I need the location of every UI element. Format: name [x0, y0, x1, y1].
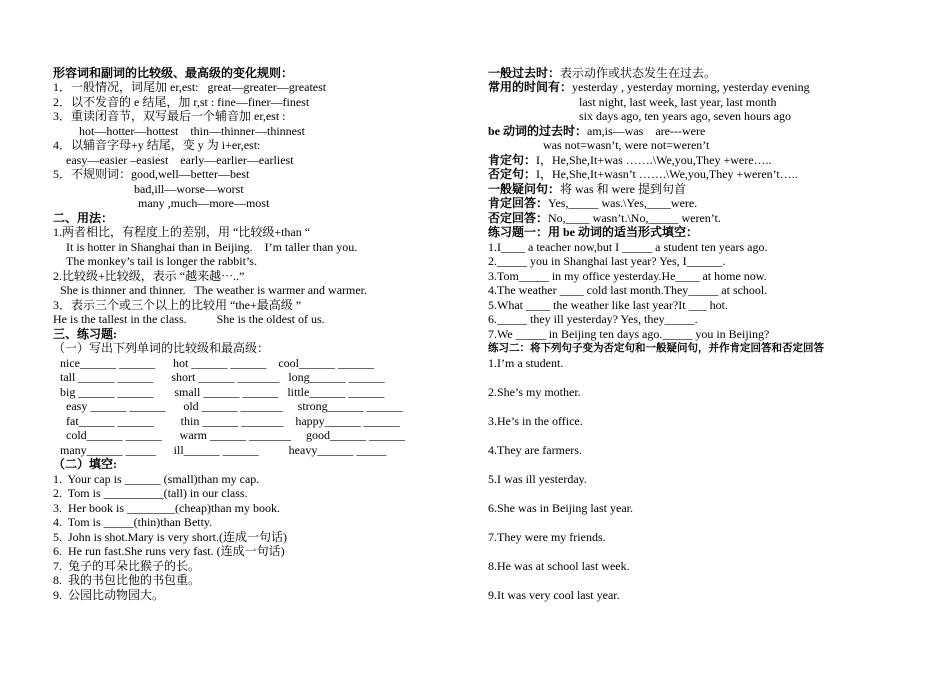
left-text-line: big ______ ______ small ______ ______ little______ ______	[60, 385, 385, 399]
right-text-line: 2._____ you in Shanghai last year? Yes, I______.	[488, 254, 726, 268]
right-text-line: 2.She’s my mother.	[488, 385, 581, 399]
left-text-line: 6. He run fast.She runs very fast. (连成一句话)	[53, 544, 285, 558]
left-text-line: fat______ ______ thin ______ _______ happy______ ______	[66, 414, 400, 428]
left-text-line: 7. 兔子的耳朵比猴子的长。	[53, 559, 201, 573]
left-text-line: 4．以辅音字母+y 结尾，变 y 为 i+er,est:	[53, 138, 261, 152]
right-text-line: 肯定回答：Yes,_____ was.\Yes,____were.	[488, 196, 698, 210]
right-text-line: 否定句：I，He,She,It+wasn’t …….\We,you,They +weren’t…..	[488, 167, 798, 181]
left-text-line: （二）填空:	[53, 457, 117, 471]
left-text-line: cold______ ______ warm ______ _______ good______ ______	[66, 428, 405, 442]
right-text-line: 3.He’s in the office.	[488, 414, 583, 428]
right-text-line: six days ago, ten years ago, seven hours ago	[579, 109, 791, 123]
right-text-line: 6.She was in Beijing last year.	[488, 501, 633, 515]
left-text-line: many______ _____ ill______ ______ heavy______ _____	[60, 443, 387, 457]
right-text-line: 一般过去时：表示动作或状态发生在过去。	[488, 66, 717, 80]
right-text-line: was not=wasn’t, were not=weren’t	[543, 138, 710, 152]
left-text-line: The monkey’s tail is longer the rabbit’s.	[66, 254, 257, 268]
left-text-line: 4. Tom is _____(thin)than Betty.	[53, 515, 213, 529]
right-text-line: 5.What ____ the weather like last year?It ___ hot.	[488, 298, 728, 312]
left-text-line: 3．表示三个或三个以上的比较用 “the+最高级 ”	[53, 298, 302, 312]
left-text-line: tall ______ ______ short ______ _______ long______ ______	[60, 370, 385, 384]
left-text-line: easy ______ ______ old ______ _______ strong______ ______	[66, 399, 403, 413]
left-text-line: 三、练习题:	[53, 327, 117, 341]
left-text-line: 3. Her book is ________(cheap)than my book.	[53, 501, 280, 515]
right-text-line: 练习二：将下列句子变为否定句和一般疑问句，并作肯定回答和否定回答	[488, 343, 824, 354]
left-text-line: （一）写出下列单词的比较级和最高级：	[53, 341, 270, 355]
right-text-line: 肯定句：I，He,She,It+was …….\We,you,They +were…..	[488, 153, 772, 167]
left-text-line: 8. 我的书包比他的书包重。	[53, 573, 201, 587]
right-text-line: 3.Tom_____ in my office yesterday.He____ at home now.	[488, 269, 767, 283]
left-text-line: 形容词和副词的比较级、最高级的变化规则：	[53, 66, 294, 80]
left-text-line: He is the tallest in the class. She is the oldest of us.	[53, 312, 325, 326]
right-text-line: 8.He was at school last week.	[488, 559, 630, 573]
left-text-line: many ,much—more—most	[138, 196, 270, 210]
left-text-line: 二、用法：	[53, 211, 114, 225]
left-text-line: nice______ ______ hot ______ ______ cool______ ______	[60, 356, 374, 370]
left-text-line: 2.比较级+比较级，表示 “越来越⋯..”	[53, 269, 245, 283]
right-text-line: be 动词的过去时：am,is—was are---were	[488, 124, 706, 138]
right-text-line: last night, last week, last year, last month	[579, 95, 777, 109]
left-text-line: She is thinner and thinner. The weather is warmer and warmer.	[60, 283, 368, 297]
left-text-line: It is hotter in Shanghai than in Beijing. I’m taller than you.	[66, 240, 358, 254]
left-text-line: 1. Your cap is ______ (small)than my cap.	[53, 472, 260, 486]
right-text-line: 5.I was ill yesterday.	[488, 472, 587, 486]
right-text-line: 一般疑问句：将 was 和 were 提到句首	[488, 182, 686, 196]
right-text-line: 6._____ they ill yesterday? Yes, they_____.	[488, 312, 698, 326]
left-text-line: 1.两者相比，有程度上的差别，用 “比较级+than “	[53, 225, 311, 239]
left-text-line: 5．不规则词：good,well—better—best	[53, 167, 250, 181]
right-text-line: 常用的时间有：yesterday , yesterday morning, yesterday evening	[488, 80, 810, 94]
right-text-line: 9.It was very cool last year.	[488, 588, 620, 602]
right-text-line: 1.I’m a student.	[488, 356, 564, 370]
right-text-line: 4.They are farmers.	[488, 443, 582, 457]
right-text-line: 否定回答：No,____ wasn’t.\No,_____ weren’t.	[488, 211, 721, 225]
left-text-line: easy—easier –easiest early—earlier—earliest	[66, 153, 294, 167]
left-text-line: hot—hotter—hottest thin—thinner—thinnest	[79, 124, 305, 138]
left-text-line: 2．以不发音的 e 结尾，加 r,st : fine—finer—finest	[53, 95, 310, 109]
right-text-line: 7.We _____ in Beijing ten days ago._____ you in Beijing?	[488, 327, 770, 341]
left-text-line: 9. 公园比动物园大。	[53, 588, 165, 602]
left-text-line: 5. John is shot.Mary is very short.(连成一句话)	[53, 530, 287, 544]
left-text-line: 3．重读闭音节，双写最后一个辅音加 er,est :	[53, 109, 286, 123]
right-text-line: 4.The weather ____ cold last month.They_____ at school.	[488, 283, 768, 297]
right-text-line: 7.They were my friends.	[488, 530, 606, 544]
left-text-line: 1．一般情况，词尾加 er,est: great—greater—greatest	[53, 80, 327, 94]
right-text-line: 练习题一：用 be 动词的适当形式填空：	[488, 225, 699, 239]
left-text-line: 2. Tom is __________(tall) in our class.	[53, 486, 248, 500]
left-text-line: bad,ill—worse—worst	[134, 182, 244, 196]
right-text-line: 1.I____ a teacher now,but I _____ a student ten years ago.	[488, 240, 768, 254]
